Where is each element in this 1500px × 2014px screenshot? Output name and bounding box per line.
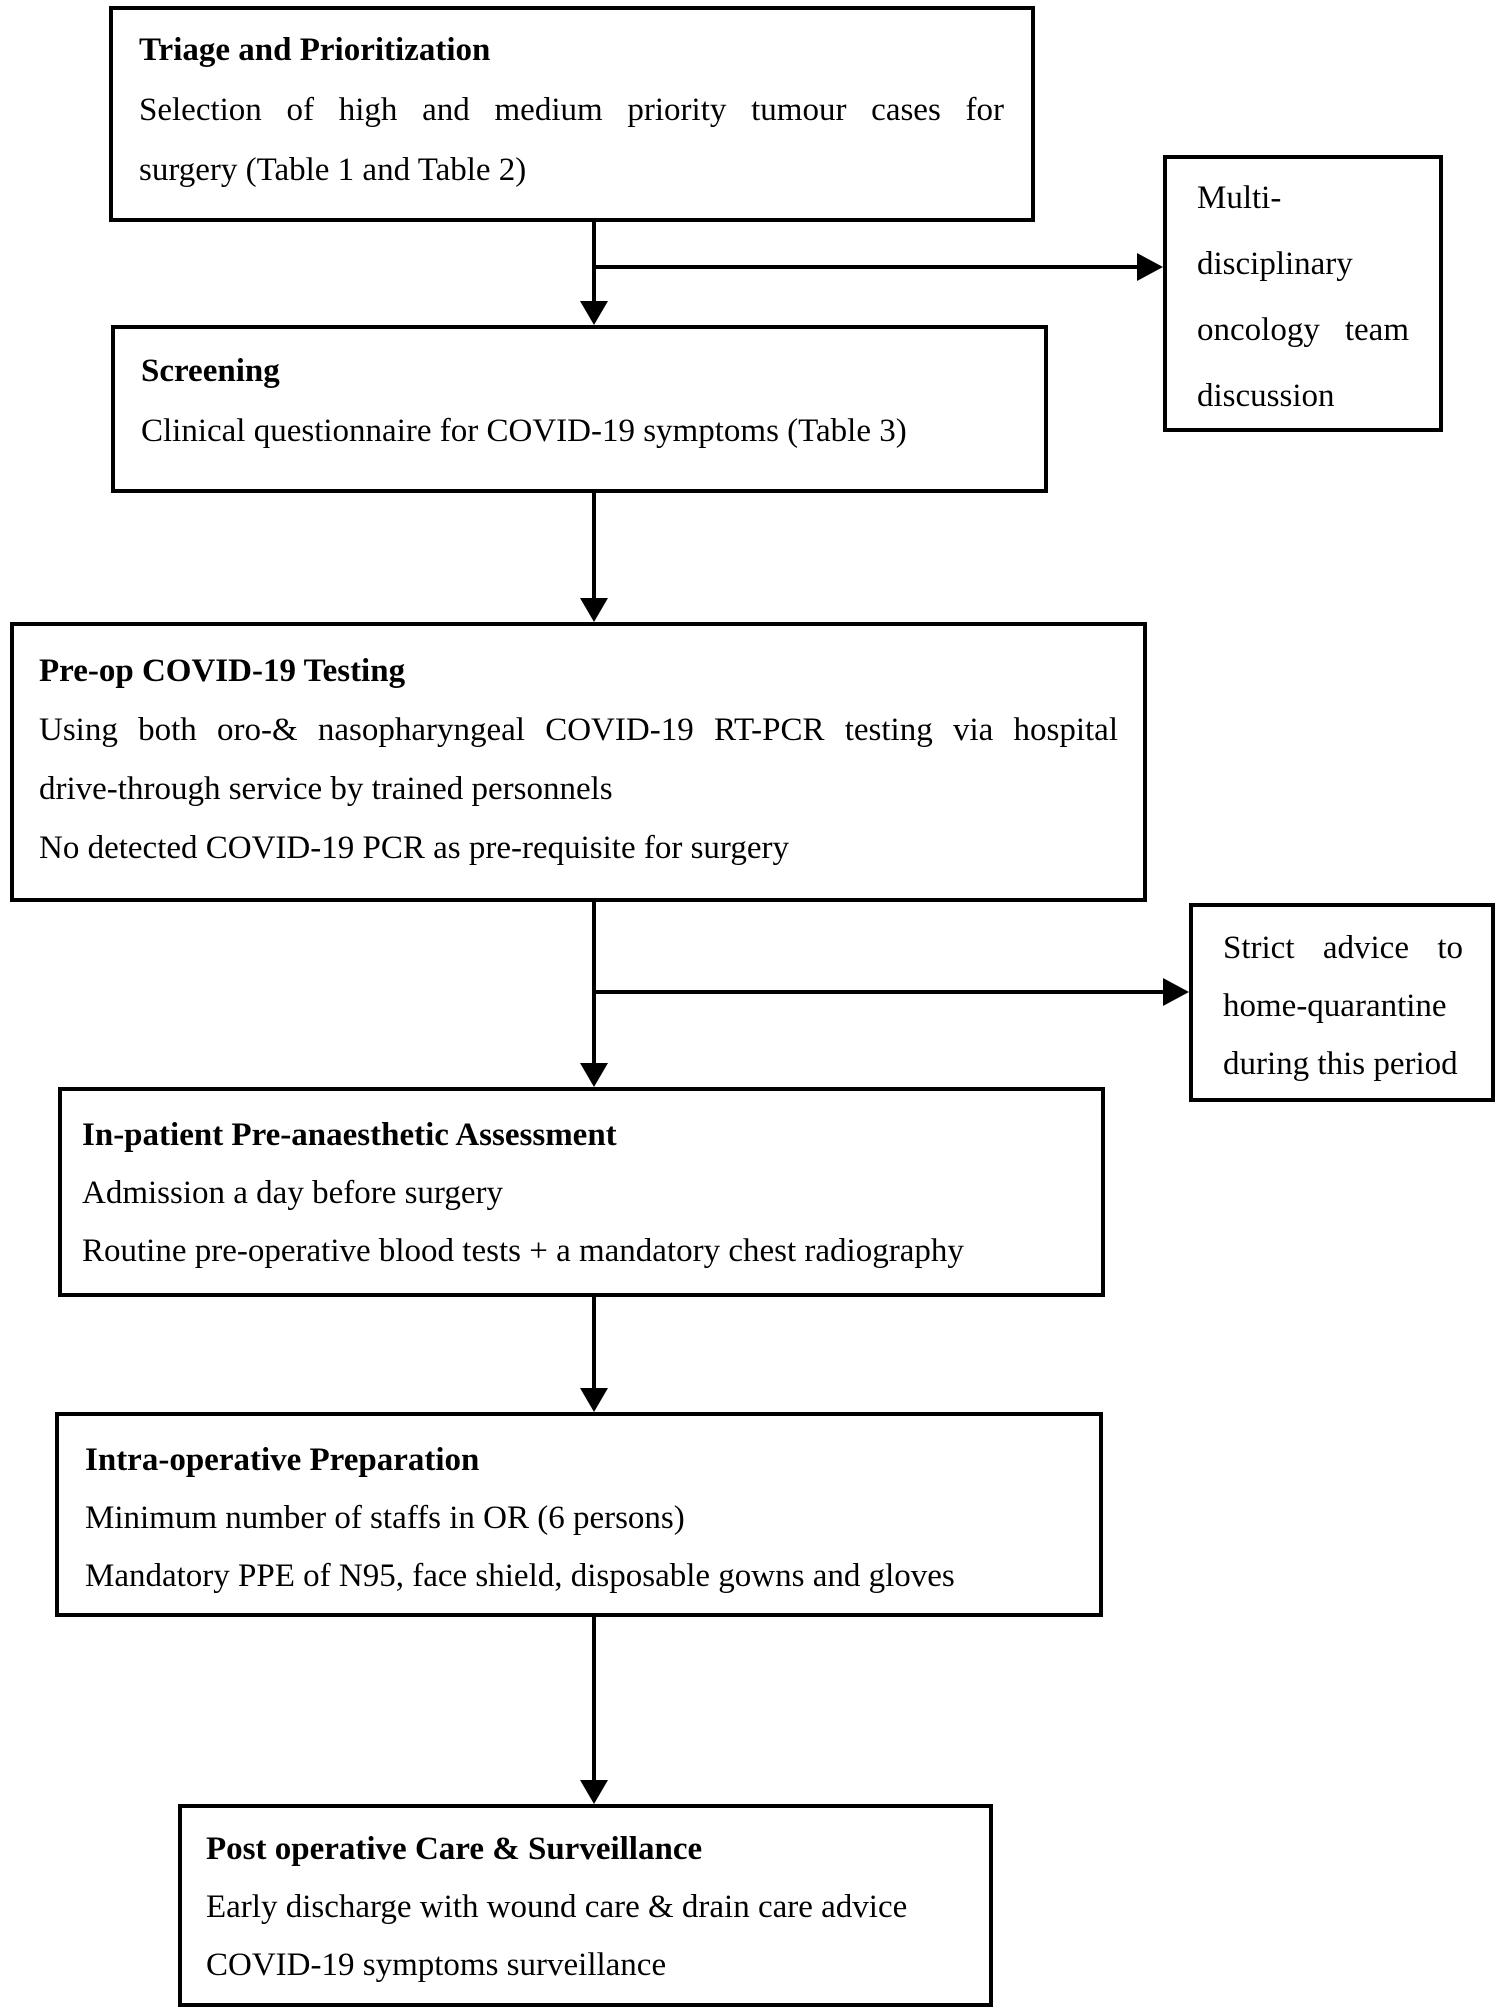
intraop-box-line: Mandatory PPE of N95, face shield, disposable gowns and gloves [85,1558,955,1594]
inpatient-assessment-box [58,1087,1105,1297]
branch-arrow-to-home-quarantine [594,978,1189,1006]
preop-testing-box [10,622,1147,902]
preop-testing-box-line: No detected COVID-19 PCR as pre-requisite for surgery [39,830,789,866]
intraop-preparation-box [55,1412,1103,1617]
triage-box-line: Selection of high and medium priority tumour cases for [139,92,1004,128]
arrowhead-right-icon [1137,253,1163,281]
mdt-box-line: discussion [1197,378,1335,414]
quarantine-box-line: Strict advice to [1223,930,1463,966]
screening-box-title: Screening [141,353,280,389]
postop-box-line: Early discharge with wound care & drain care advice [206,1889,908,1925]
mdt-box-line: disciplinary [1197,246,1353,282]
mdt-discussion-box [1163,155,1443,432]
arrow-intraop-to-postop [580,1617,608,1804]
intraop-box-title: Intra-operative Preparation [85,1442,480,1478]
mdt-box-line: Multi- [1197,180,1282,216]
intraop-box-line: Minimum number of staffs in OR (6 persons) [85,1500,685,1536]
postop-box-title: Post operative Care & Surveillance [206,1831,703,1867]
postop-care-box [178,1804,993,2007]
arrowhead-down-icon [580,1388,608,1412]
arrow-line [594,265,1139,269]
preop-testing-box-line: Using both oro-& nasopharyngeal COVID-19 RT-PCR testing via hospital [39,712,1118,748]
branch-arrow-to-mdt-discussion [594,253,1163,281]
arrowhead-down-icon [580,1780,608,1804]
arrowhead-down-icon [580,598,608,622]
home-quarantine-box [1189,903,1495,1102]
arrow-inpatient-to-intraop [580,1297,608,1412]
preop-testing-box-line: drive-through service by trained personnels [39,771,613,807]
arrow-line [594,990,1165,994]
triage-box-line: surgery (Table 1 and Table 2) [139,152,527,188]
arrow-line [592,493,596,600]
triage-box [109,6,1035,222]
preop-testing-box-title: Pre-op COVID-19 Testing [39,653,406,689]
inpatient-box-line: Admission a day before surgery [82,1175,503,1211]
arrowhead-down-icon [580,301,608,325]
quarantine-box-line: during this period [1223,1046,1458,1082]
arrow-screening-to-preop-testing [580,493,608,622]
inpatient-box-line: Routine pre-operative blood tests + a mandatory chest radiography [82,1233,964,1269]
mdt-box-line: oncology team [1197,312,1409,348]
arrow-line [592,1617,596,1782]
arrowhead-down-icon [580,1063,608,1087]
screening-box [111,325,1048,493]
postop-box-line: COVID-19 symptoms surveillance [206,1947,667,1983]
arrowhead-right-icon [1163,978,1189,1006]
arrow-line [592,1297,596,1390]
quarantine-box-line: home-quarantine [1223,988,1447,1024]
triage-box-title: Triage and Prioritization [139,32,491,68]
inpatient-box-title: In-patient Pre-anaesthetic Assessment [82,1117,617,1153]
screening-box-line: Clinical questionnaire for COVID-19 symptoms (Table 3) [141,413,907,449]
